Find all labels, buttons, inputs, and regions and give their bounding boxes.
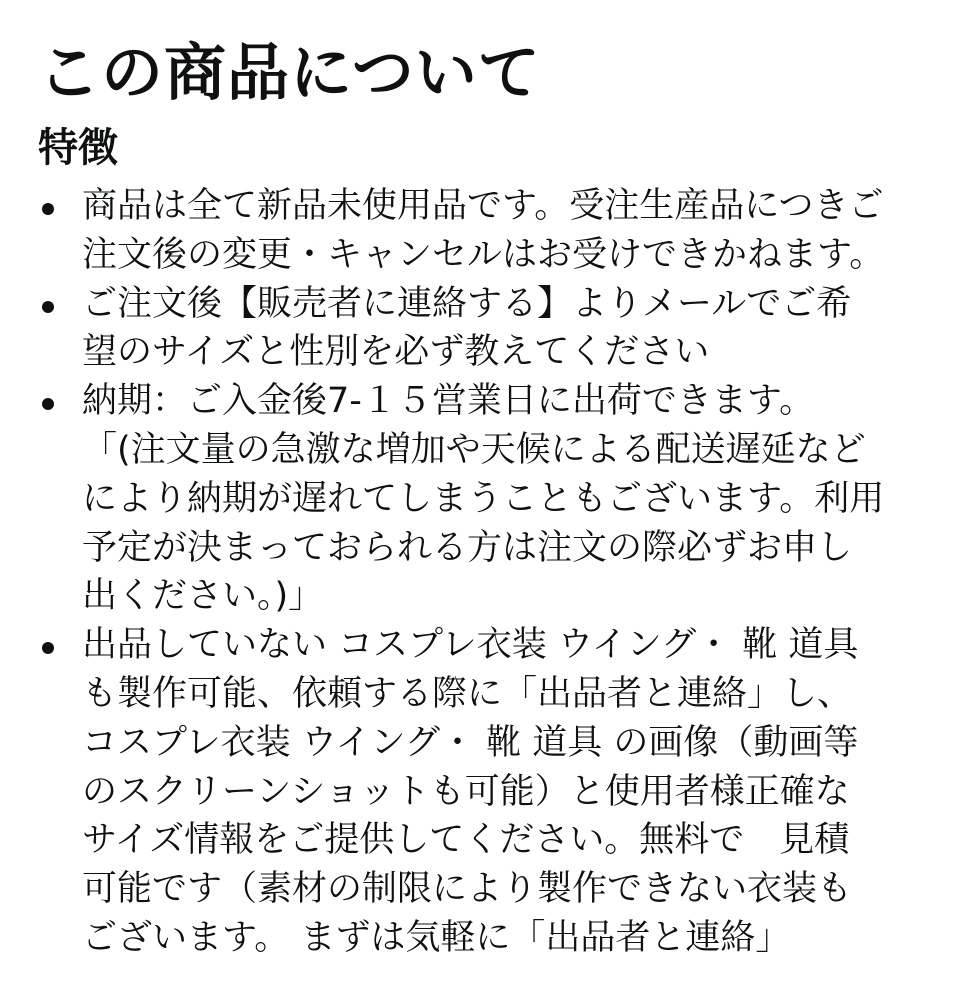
bullet-text-line: 可能です（素材の制限により製作できない衣装も <box>82 869 853 910</box>
bullet-dot-icon <box>42 203 54 215</box>
bullet-text-line: 納期：ご入金後7-１５営業日に出荷できます。 <box>82 381 815 422</box>
bullet-text-line: により納期が遅れてしまうこともございます。利用 <box>82 478 885 519</box>
feature-bullet-item <box>38 182 973 280</box>
bullet-text-line: 望のサイズと性別を必ず教えてください <box>82 332 710 373</box>
bullet-text-line: 予定が決まっておられる方は注文の際必ずお申し <box>82 527 853 568</box>
feature-bullet-list <box>38 182 973 963</box>
bullet-dot-icon <box>42 301 54 313</box>
bullet-text-line: 商品は全て新品未使用品です。受注生産品につきご <box>82 186 884 226</box>
feature-bullet-item <box>38 377 973 621</box>
section-title: この商品について <box>38 36 541 109</box>
bullet-text-line: 出品していない コスプレ衣装 ウイング・ 靴 道具 <box>82 625 859 666</box>
feature-bullet-item <box>38 621 973 963</box>
bullet-dot-icon <box>42 642 54 654</box>
bullet-text-line: も製作可能、依頼する際に「出品者と連絡」し、 <box>82 673 853 714</box>
bullet-text-line: 出ください。)」 <box>82 576 324 617</box>
bullet-text-line: ご注文後【販売者に連絡する】よりメールでご希 <box>82 283 852 324</box>
feature-bullet-item <box>38 280 973 378</box>
bullet-text-line: 注文後の変更・キャンセルはお受けできかねます。 <box>82 234 885 275</box>
bullet-text-line: サイズ情報をご提供してください。無料で 見積 <box>82 820 850 861</box>
bullet-text-line: 「(注文量の急激な増加や天候による配送遅延など <box>82 429 866 470</box>
bullet-text-line: ございます。 まずは気軽に「出品者と連絡」 <box>82 917 791 958</box>
bullet-text-line: のスクリーンショットも可能）と使用者様正確な <box>82 771 850 812</box>
bullet-text-line: コスプレ衣装 ウイング・ 靴 道具 の画像（動画等 <box>82 722 859 763</box>
features-heading: 特徴 <box>38 125 118 171</box>
bullet-dot-icon <box>42 398 54 410</box>
